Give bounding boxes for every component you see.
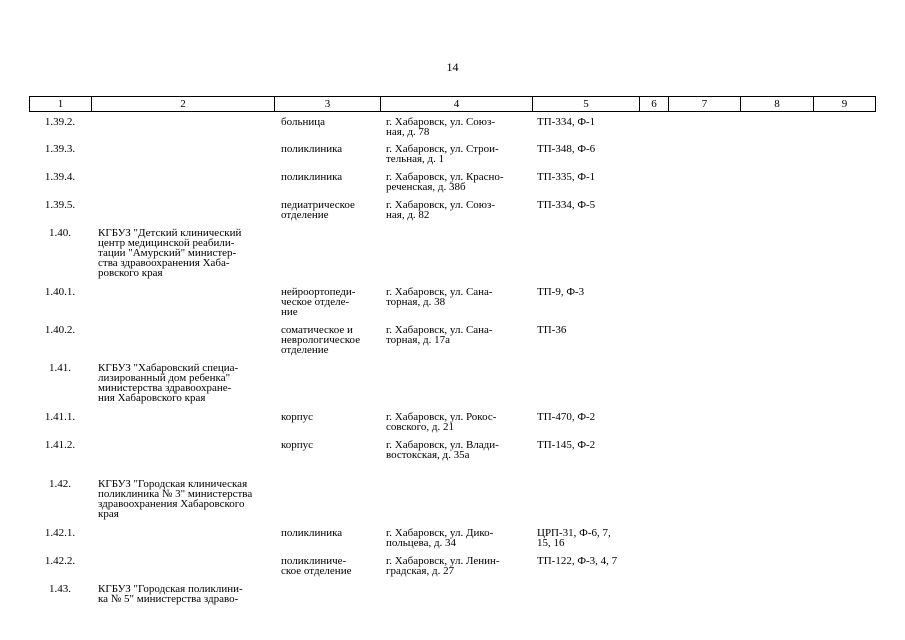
empty-cell bbox=[668, 584, 740, 624]
column-header: 3 bbox=[275, 97, 381, 112]
organization-name bbox=[91, 325, 274, 363]
row-number: 1.40. bbox=[49, 227, 71, 239]
row-number: 1.42.2. bbox=[44, 555, 76, 567]
address: г. Хабаровск, ул. Сана- торная, д. 38 bbox=[386, 286, 493, 308]
empty-cell bbox=[813, 556, 875, 584]
empty-cell bbox=[740, 200, 813, 228]
row-number: 1.40.1. bbox=[44, 286, 76, 298]
power-source bbox=[532, 479, 639, 528]
address bbox=[380, 228, 532, 287]
address: г. Хабаровск, ул. Рокос- совского, д. 21 bbox=[386, 411, 497, 433]
address: г. Хабаровск, ул. Союз- ная, д. 78 bbox=[386, 116, 496, 138]
empty-cell bbox=[639, 325, 668, 363]
organization-name bbox=[91, 117, 274, 144]
empty-cell bbox=[668, 228, 740, 287]
organization-name bbox=[91, 200, 274, 228]
organization-name bbox=[91, 287, 274, 325]
row-number: 1.41.2. bbox=[44, 439, 76, 451]
object-type: нейроортопеди- ческое отделе- ние bbox=[281, 286, 356, 318]
row-number: 1.39.3. bbox=[44, 143, 76, 155]
row-number: 1.42.1. bbox=[44, 527, 76, 539]
power-source: ТП-334, Ф-5 bbox=[537, 199, 596, 211]
object-type: поликлиника bbox=[281, 171, 343, 183]
empty-cell bbox=[740, 287, 813, 325]
empty-cell bbox=[639, 440, 668, 479]
empty-cell bbox=[813, 200, 875, 228]
address: г. Хабаровск, ул. Сана- торная, д. 17а bbox=[386, 324, 493, 346]
table-row bbox=[29, 528, 875, 556]
table-row bbox=[29, 363, 875, 412]
organization-name: КГБУЗ "Городская клиническая поликлиника № 3" министерства здравоохранения Хабаровского края bbox=[98, 478, 253, 520]
empty-cell bbox=[813, 479, 875, 528]
power-source bbox=[532, 363, 639, 412]
table-row bbox=[29, 479, 875, 528]
address bbox=[380, 363, 532, 412]
power-source: ТП-470, Ф-2 bbox=[537, 411, 596, 423]
column-header: 9 bbox=[814, 97, 876, 112]
organization-name bbox=[91, 440, 274, 479]
object-type: поликлиника bbox=[281, 527, 343, 539]
address bbox=[380, 479, 532, 528]
object-type bbox=[274, 479, 380, 528]
empty-cell bbox=[813, 412, 875, 440]
empty-cell bbox=[639, 228, 668, 287]
empty-cell bbox=[813, 325, 875, 363]
empty-cell bbox=[813, 287, 875, 325]
row-number: 1.41. bbox=[49, 362, 71, 374]
column-header: 6 bbox=[640, 97, 669, 112]
power-source: ТП-335, Ф-1 bbox=[537, 171, 596, 183]
table-row bbox=[29, 412, 875, 440]
column-header: 5 bbox=[533, 97, 640, 112]
row-number: 1.41.1. bbox=[44, 411, 76, 423]
row-number: 1.40.2. bbox=[44, 324, 76, 336]
empty-cell bbox=[813, 363, 875, 412]
object-type bbox=[274, 584, 380, 624]
empty-cell bbox=[668, 440, 740, 479]
organization-name: КГБУЗ "Детский клинический центр медицинской реабили- тации "Амурский" министер- ства здравоохранения Хаба- ровского края bbox=[98, 227, 242, 279]
power-source bbox=[532, 228, 639, 287]
table-row bbox=[29, 287, 875, 325]
table-row bbox=[29, 584, 875, 624]
empty-cell bbox=[740, 144, 813, 172]
organization-name bbox=[91, 412, 274, 440]
object-type bbox=[274, 228, 380, 287]
empty-cell bbox=[740, 528, 813, 556]
object-type: корпус bbox=[281, 411, 314, 423]
empty-cell bbox=[668, 117, 740, 144]
organization-name bbox=[91, 172, 274, 200]
address: г. Хабаровск, ул. Влади- востокская, д. 35а bbox=[386, 439, 499, 461]
object-type: поликлиника bbox=[281, 143, 343, 155]
address bbox=[380, 584, 532, 624]
empty-cell bbox=[740, 440, 813, 479]
row-number: 1.43. bbox=[49, 583, 71, 595]
table-row bbox=[29, 556, 875, 584]
object-type: корпус bbox=[281, 439, 314, 451]
power-source: ЦРП-31, Ф-6, 7, 15, 16 bbox=[537, 527, 611, 549]
empty-cell bbox=[639, 363, 668, 412]
empty-cell bbox=[639, 584, 668, 624]
table-row bbox=[29, 440, 875, 479]
address: г. Хабаровск, ул. Строи- тельная, д. 1 bbox=[386, 143, 499, 165]
column-header: 4 bbox=[381, 97, 533, 112]
empty-cell bbox=[639, 556, 668, 584]
empty-cell bbox=[668, 200, 740, 228]
object-type: поликлиниче- ское отделение bbox=[281, 555, 352, 577]
empty-cell bbox=[639, 528, 668, 556]
empty-cell bbox=[668, 412, 740, 440]
empty-cell bbox=[813, 144, 875, 172]
address: г. Хабаровск, ул. Ленин- градская, д. 27 bbox=[386, 555, 500, 577]
empty-cell bbox=[740, 363, 813, 412]
power-source: ТП-145, Ф-2 bbox=[537, 439, 596, 451]
table-row bbox=[29, 325, 875, 363]
row-number: 1.39.5. bbox=[44, 199, 76, 211]
empty-cell bbox=[740, 479, 813, 528]
power-source: ТП-9, Ф-3 bbox=[537, 286, 585, 298]
organization-name bbox=[91, 144, 274, 172]
empty-cell bbox=[668, 144, 740, 172]
column-header: 1 bbox=[30, 97, 92, 112]
empty-cell bbox=[813, 440, 875, 479]
empty-cell bbox=[813, 228, 875, 287]
empty-cell bbox=[639, 479, 668, 528]
object-type: соматическое и неврологическое отделение bbox=[281, 324, 361, 356]
empty-cell bbox=[740, 584, 813, 624]
power-source: ТП-334, Ф-1 bbox=[537, 116, 596, 128]
empty-cell bbox=[668, 172, 740, 200]
empty-cell bbox=[639, 200, 668, 228]
empty-cell bbox=[740, 172, 813, 200]
table-row bbox=[29, 200, 875, 228]
table-row bbox=[29, 172, 875, 200]
empty-cell bbox=[668, 287, 740, 325]
row-number: 1.39.4. bbox=[44, 171, 76, 183]
object-type: педиатрическое отделение bbox=[281, 199, 355, 221]
object-type bbox=[274, 363, 380, 412]
empty-cell bbox=[813, 584, 875, 624]
table-row bbox=[29, 117, 875, 144]
row-number: 1.42. bbox=[49, 478, 71, 490]
organization-name: КГБУЗ "Городская поликлини- ка № 5" министерства здраво- bbox=[98, 583, 243, 605]
column-header: 7 bbox=[669, 97, 741, 112]
empty-cell bbox=[639, 144, 668, 172]
power-source: ТП-36 bbox=[537, 324, 567, 336]
empty-cell bbox=[668, 363, 740, 412]
empty-cell bbox=[813, 117, 875, 144]
empty-cell bbox=[668, 479, 740, 528]
empty-cell bbox=[740, 117, 813, 144]
organization-name bbox=[91, 528, 274, 556]
column-header-table bbox=[29, 96, 876, 112]
row-number: 1.39.2. bbox=[44, 116, 76, 128]
empty-cell bbox=[639, 172, 668, 200]
address: г. Хабаровск, ул. Дико- польцева, д. 34 bbox=[386, 527, 494, 549]
empty-cell bbox=[740, 556, 813, 584]
empty-cell bbox=[639, 412, 668, 440]
power-source bbox=[532, 584, 639, 624]
address: г. Хабаровск, ул. Союз- ная, д. 82 bbox=[386, 199, 496, 221]
empty-cell bbox=[740, 325, 813, 363]
column-header: 2 bbox=[92, 97, 275, 112]
table-row bbox=[29, 144, 875, 172]
page-number: 14 bbox=[446, 60, 459, 74]
column-header: 8 bbox=[741, 97, 814, 112]
table-row bbox=[29, 228, 875, 287]
power-source: ТП-122, Ф-3, 4, 7 bbox=[537, 555, 618, 567]
organization-name: КГБУЗ "Хабаровский специа- лизированный дом ребенка" министерства здравоохране- ния Хабаровского края bbox=[98, 362, 239, 404]
object-type: больница bbox=[281, 116, 325, 128]
empty-cell bbox=[668, 528, 740, 556]
address: г. Хабаровск, ул. Красно- реченская, д. 38б bbox=[386, 171, 504, 193]
organization-name bbox=[91, 556, 274, 584]
empty-cell bbox=[813, 172, 875, 200]
data-table bbox=[29, 117, 875, 624]
empty-cell bbox=[639, 287, 668, 325]
empty-cell bbox=[639, 117, 668, 144]
empty-cell bbox=[740, 412, 813, 440]
empty-cell bbox=[668, 325, 740, 363]
empty-cell bbox=[740, 228, 813, 287]
empty-cell bbox=[668, 556, 740, 584]
empty-cell bbox=[813, 528, 875, 556]
power-source: ТП-348, Ф-6 bbox=[537, 143, 596, 155]
